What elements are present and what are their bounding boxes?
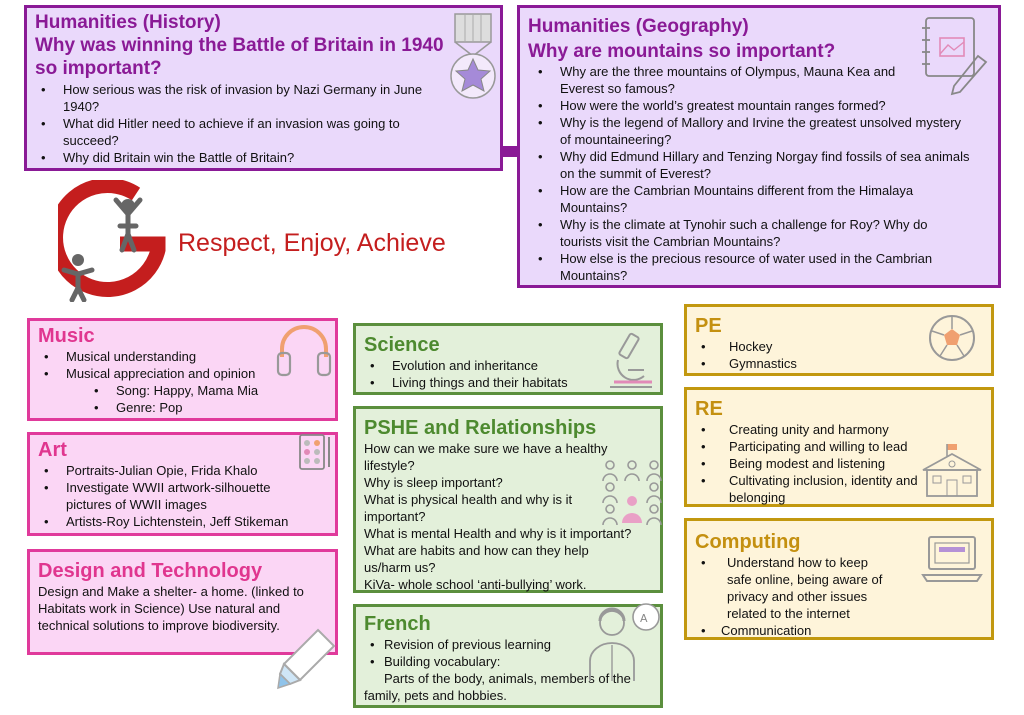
- list-item: • Musical appreciation and opinion: [38, 365, 327, 382]
- pshe-card: [353, 406, 663, 593]
- geography-subject: Humanities (Geography): [528, 16, 749, 37]
- people-group-icon: [600, 459, 664, 525]
- re-list: [695, 421, 925, 506]
- pshe-line: What are habits and how can they help us/harm us?: [364, 543, 589, 575]
- french-text: Parts of the body, animals, members of the family, pets and hobbies.: [364, 671, 631, 703]
- computing-card: [684, 518, 994, 640]
- paint-palette-icon: [298, 433, 334, 473]
- list-item: • Gymnastics: [695, 355, 983, 372]
- pe-card: [684, 304, 994, 376]
- list-item: • Communication: [695, 622, 895, 639]
- french-subject: French: [364, 613, 431, 635]
- design-technology-subject: Design and Technology: [38, 560, 263, 582]
- list-item: • Song: Happy, Mama Mia: [38, 382, 327, 399]
- re-subject: RE: [695, 398, 723, 420]
- list-item: • What did Hitler need to achieve if an invasion was going to succeed?: [35, 115, 455, 149]
- svg-text:A: A: [640, 612, 648, 625]
- list-item: • Understand how to keep safe online, being aware of privacy and other issues related to the internet: [695, 554, 895, 622]
- music-subject: Music: [38, 325, 95, 347]
- geography-list: [528, 63, 972, 284]
- list-item: • Artists-Roy Lichtenstein, Jeff Stikeman: [38, 513, 298, 530]
- list-item: • Musical understanding: [38, 348, 327, 365]
- list-item: • Investigate WWII artwork-silhouette pictures of WWII images: [38, 479, 298, 513]
- medal-icon: [445, 12, 501, 100]
- school-logo: [58, 180, 178, 302]
- french-card: [353, 604, 663, 708]
- pshe-line: Why is sleep important?: [364, 475, 503, 490]
- football-icon: [927, 313, 977, 363]
- list-item: • Revision of previous learning: [364, 636, 652, 653]
- geography-question: Why are mountains so important?: [528, 41, 836, 62]
- list-item: • Genre: Pop: [38, 399, 327, 416]
- list-item: • Living things and their habitats: [364, 374, 652, 391]
- history-question: Why was winning the Battle of Britain in 1940 so important?: [35, 35, 444, 79]
- pshe-line: KiVa- whole school ‘anti-bullying’ work.: [364, 577, 587, 592]
- science-subject: Science: [364, 334, 440, 356]
- list-item: • Being modest and listening: [695, 455, 925, 472]
- music-card: [27, 318, 338, 421]
- list-item: • How serious was the risk of invasion by Nazi Germany in June 1940?: [35, 81, 455, 115]
- science-card: [353, 323, 663, 395]
- list-item: • Why are the three mountains of Olympus, Mauna Kea and Everest so famous?: [532, 63, 900, 97]
- art-card: [27, 432, 338, 536]
- list-item: • Portraits-Julian Opie, Frida Khalo: [38, 462, 298, 479]
- pshe-subject: PSHE and Relationships: [364, 417, 597, 439]
- re-card: [684, 387, 994, 507]
- pshe-line: What is physical health and why is it important?: [364, 492, 573, 524]
- list-item: • Building vocabulary:: [364, 653, 652, 670]
- list-item: • How are the Cambrian Mountains different from the Himalaya Mountains?: [532, 182, 972, 216]
- history-card: [24, 5, 503, 171]
- list-item: • Why did Britain win the Battle of Britain?: [35, 149, 455, 166]
- marker-icon: [274, 626, 338, 690]
- list-item: • Evolution and inheritance: [364, 357, 652, 374]
- list-item: • Participating and willing to lead: [695, 438, 925, 455]
- school-motto: Respect, Enjoy, Achieve: [178, 229, 446, 257]
- list-item: • How were the world’s greatest mountain ranges formed?: [532, 97, 972, 114]
- list-item: • Cultivating inclusion, identity and belonging: [695, 472, 925, 506]
- pe-subject: PE: [695, 315, 722, 337]
- pshe-line: What is mental Health and why is it important?: [364, 526, 632, 541]
- notebook-pencil-icon: [920, 12, 998, 100]
- list-item: • Hockey: [695, 338, 983, 355]
- art-list: [38, 462, 298, 530]
- computing-list: [695, 554, 895, 639]
- list-item: • Why is the legend of Mallory and Irvine the greatest unsolved mystery of mountaineering?: [532, 114, 972, 148]
- design-technology-text: Design and Make a shelter- a home. (linked to Habitats work in Science) Use natural and technical solutions to improve biodiversity.: [38, 584, 304, 633]
- headphones-icon: [274, 323, 334, 379]
- microscope-icon: [604, 330, 656, 390]
- geography-card: [517, 5, 1001, 288]
- list-item: • Why did Edmund Hillary and Tenzing Norgay find fossils of sea animals on the summit of Everest?: [532, 148, 972, 182]
- school-building-icon: [921, 442, 983, 498]
- art-subject: Art: [38, 439, 67, 461]
- laptop-icon: [921, 533, 983, 583]
- pshe-line: How can we make sure we have a healthy lifestyle?: [364, 441, 608, 473]
- list-item: • How else is the precious resource of water used in the Cambrian Mountains?: [532, 250, 972, 284]
- history-subject: Humanities (History): [35, 12, 221, 33]
- translator-person-icon: [588, 603, 662, 683]
- list-item: • Creating unity and harmony: [695, 421, 925, 438]
- history-list: [35, 81, 455, 166]
- computing-subject: Computing: [695, 531, 801, 553]
- list-item: • Why is the climate at Tynohir such a challenge for Roy? Why do tourists visit the Cambrian Mountains?: [532, 216, 972, 250]
